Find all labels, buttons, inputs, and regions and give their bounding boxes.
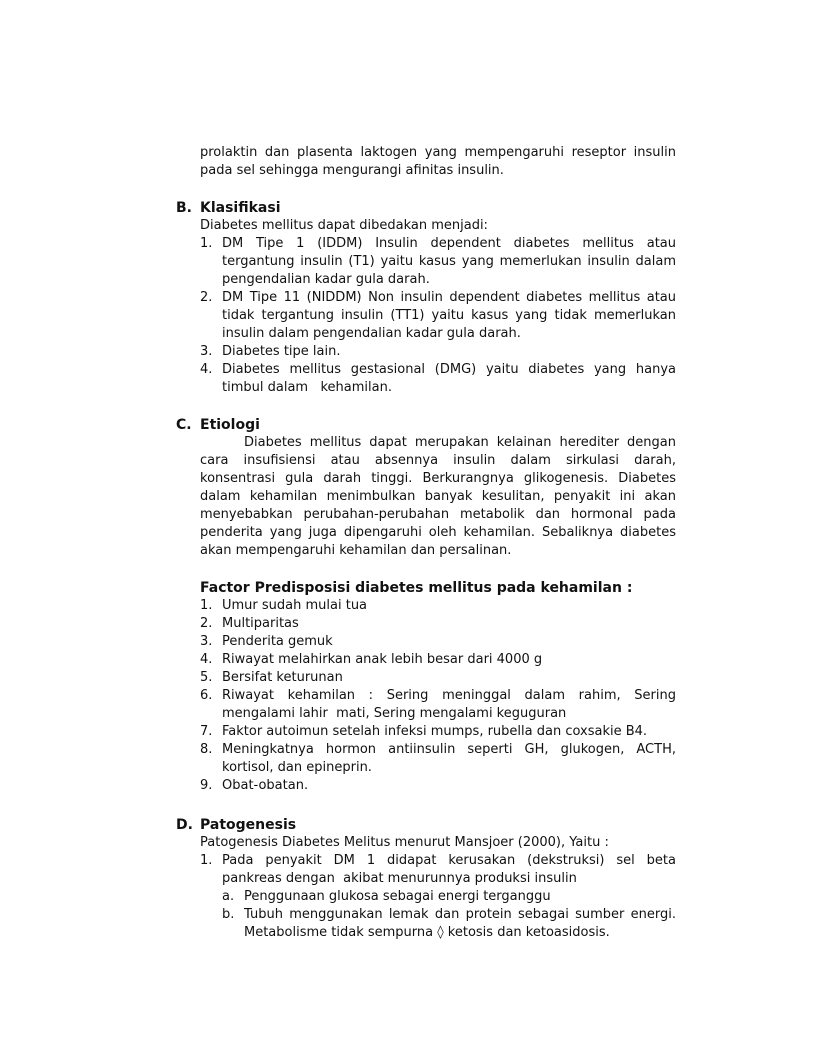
intro-line: prolaktin dan plasenta laktogen yang mempengaruhi reseptor insulin <box>200 145 676 160</box>
section-lead: Patogenesis Diabetes Melitus menurut Mansjoer (2000), Yaitu : <box>200 835 609 850</box>
section-b-heading <box>176 199 281 217</box>
list-line: pankreas dengan akibat menurunnya produksi insulin <box>222 871 577 886</box>
paragraph-line: Diabetes mellitus dapat merupakan kelainan herediter dengan <box>244 435 676 450</box>
list-number: 3. <box>200 344 213 359</box>
section-title: Etiologi <box>200 417 260 433</box>
list-item <box>200 235 676 289</box>
section-d-body <box>200 834 676 942</box>
list-line: Bersifat keturunan <box>222 670 343 685</box>
paragraph-line: konsentrasi gula darah tinggi. Berkurangnya glikogenesis. Diabetes <box>200 471 676 486</box>
list-line: Metabolisme tidak sempurna ◊ ketosis dan ketoasidosis. <box>244 925 610 940</box>
list-line: Diabetes tipe lain. <box>222 344 341 359</box>
list-line: Tubuh menggunakan lemak dan protein sebagai sumber energi. <box>244 907 676 922</box>
list-number: 1. <box>200 236 213 251</box>
sub-list-letter: a. <box>222 889 235 904</box>
list-line: mengalami lahir mati, Sering mengalami keguguran <box>222 706 567 721</box>
paragraph-line: penderita yang juga dipengaruhi oleh kehamilan. Sebaliknya diabetes <box>200 525 676 540</box>
list-line: Diabetes mellitus gestasional (DMG) yaitu diabetes yang hanya <box>222 362 676 377</box>
list-item <box>200 777 676 795</box>
list-number: 8. <box>200 742 213 757</box>
intro-paragraph <box>200 144 676 180</box>
section-title: Patogenesis <box>200 817 297 833</box>
list-item <box>200 741 676 777</box>
list-line: Obat-obatan. <box>222 778 309 793</box>
list-line: Penderita gemuk <box>222 634 333 649</box>
section-letter: D. <box>176 817 193 833</box>
list-number: 2. <box>200 616 213 631</box>
list-item <box>200 615 676 633</box>
sub-list-letter: b. <box>222 907 235 922</box>
list-number: 6. <box>200 688 213 703</box>
list-line: insulin dalam pengendalian kadar gula darah. <box>222 326 521 341</box>
list-item <box>200 597 676 615</box>
list-number: 1. <box>200 598 213 613</box>
list-line: Penggunaan glukosa sebagai energi terganggu <box>244 889 551 904</box>
list-item <box>200 669 676 687</box>
list-number: 9. <box>200 778 213 793</box>
list-line: pengendalian kadar gula darah. <box>222 272 430 287</box>
list-line: timbul dalam kehamilan. <box>222 380 392 395</box>
list-line: DM Tipe 11 (NIDDM) Non insulin dependent diabetes mellitus atau <box>222 290 676 305</box>
list-item <box>200 633 676 651</box>
list-item <box>200 343 676 361</box>
list-line: Multiparitas <box>222 616 299 631</box>
list-line: Umur sudah mulai tua <box>222 598 368 613</box>
section-d-heading <box>176 816 296 834</box>
paragraph-line: menyebabkan perubahan-perubahan metabolik dan hormonal pada <box>200 507 676 522</box>
sub-list-item <box>222 906 676 942</box>
list-number: 3. <box>200 634 213 649</box>
paragraph-line: akan mempengaruhi kehamilan dan persalinan. <box>200 543 512 558</box>
list-item <box>200 289 676 343</box>
factor-heading: Factor Predisposisi diabetes mellitus pada kehamilan : <box>200 580 633 596</box>
section-letter: B. <box>176 200 192 216</box>
list-item <box>200 852 676 942</box>
list-line: Riwayat melahirkan anak lebih besar dari 4000 g <box>222 652 543 667</box>
paragraph-line: dalam kehamilan menimbulkan banyak kesulitan, penyakit ini akan <box>200 489 676 504</box>
list-line: tergantung insulin (T1) yaitu kasus yang memerlukan insulin dalam <box>222 254 676 269</box>
paragraph-line: cara insufisiensi atau absennya insulin dalam sirkulasi darah, <box>200 453 676 468</box>
list-number: 5. <box>200 670 213 685</box>
list-item <box>200 723 676 741</box>
factor-list <box>200 579 676 795</box>
etiologi-paragraph <box>200 434 676 560</box>
list-item <box>200 361 676 397</box>
list-number: 4. <box>200 652 213 667</box>
section-letter: C. <box>176 417 192 433</box>
list-line: Meningkatnya hormon antiinsulin seperti GH, glukogen, ACTH, <box>222 742 676 757</box>
list-number: 1. <box>200 853 213 868</box>
list-number: 4. <box>200 362 213 377</box>
list-number: 7. <box>200 724 213 739</box>
section-lead: Diabetes mellitus dapat dibedakan menjadi: <box>200 218 488 233</box>
list-item <box>200 651 676 669</box>
list-line: Pada penyakit DM 1 didapat kerusakan (dekstruksi) sel beta <box>222 853 676 868</box>
list-line: kortisol, dan epineprin. <box>222 760 372 775</box>
list-line: Faktor autoimun setelah infeksi mumps, rubella dan coxsakie B4. <box>222 724 648 739</box>
list-line: Riwayat kehamilan : Sering meninggal dalam rahim, Sering <box>222 688 676 703</box>
section-c-heading <box>176 416 260 434</box>
list-line: tidak tergantung insulin (TT1) yaitu kasus yang tidak memerlukan <box>222 308 676 323</box>
list-item <box>200 687 676 723</box>
section-b-body <box>200 217 676 397</box>
list-line: DM Tipe 1 (IDDM) Insulin dependent diabetes mellitus atau <box>222 236 676 251</box>
list-number: 2. <box>200 290 213 305</box>
section-title: Klasifikasi <box>200 200 281 216</box>
sub-list-item <box>222 888 676 906</box>
intro-line: pada sel sehingga mengurangi afinitas insulin. <box>200 163 504 178</box>
